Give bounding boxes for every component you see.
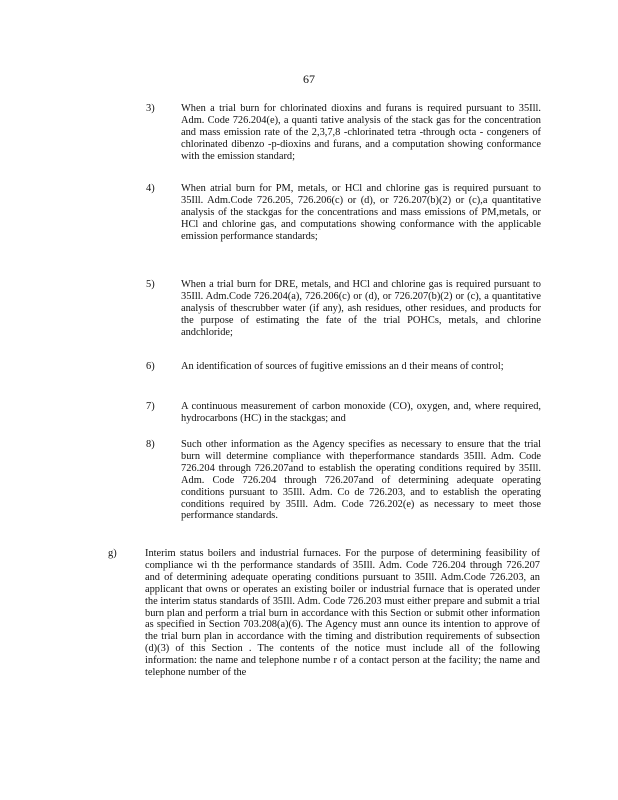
item-number: 6) <box>146 361 155 372</box>
item-number: 5) <box>146 279 155 290</box>
item-text: When a trial burn for DRE, metals, and HCl and chlorine gas is required pursuant to 35Ill. Adm.Code 726.204(a), 726.206(c) or (d), or 726.207(b)(2) or (c), a quantitative analysis of thescrubber water (if any), ash residues, other residues, and products for the purpose of estimating the fate of the trial POHCs, metals, and chlorine andchloride; <box>181 279 541 338</box>
item-number: 8) <box>146 439 155 450</box>
section-letter: g) <box>108 548 117 559</box>
item-text: An identification of sources of fugitive emissions an d their means of control; <box>181 361 504 372</box>
item-number: 4) <box>146 183 155 194</box>
item-number: 7) <box>146 401 155 412</box>
section-text: Interim status boilers and industrial furnaces. For the purpose of determining feasibility of compliance wi th the performance standards of 35Ill. Adm. Code 726.204 through 726.207 and of determining adequate operating conditions pursuant to 35Ill. Adm.Code 726.203, an applicant that owns or operates an existing boiler or industrial furnace that is operated under the interim status standards of 35Ill. Adm. Code 726.203 must either prepare and submit a trial burn plan and perform a trial burn in accordance with this Section or submit other information as specified in Section 703.208(a)(6). The Agency must ann ounce its intention to approve of the trial burn plan in accordance with the timing and distribution requirements of subsection (d)(3) of this Section . The contents of the notice must include all of the following information: the name and telephone numbe r of a contact person at the facility; the name and telephone number of the <box>145 548 540 679</box>
page-number: 67 <box>303 72 315 86</box>
item-text: When a trial burn for chlorinated dioxins and furans is required pursuant to 35Ill. Adm. Code 726.204(e), a quanti tative analysis of the stack gas for the concentration and mass emission rate of the 2,3,7,8 -chlorinated tetra -through octa - congeners of chlorinated dibenzo -p-dioxins and furans, and a computation showing conformance with the emission standard; <box>181 103 541 162</box>
item-number: 3) <box>146 103 155 114</box>
item-text: Such other information as the Agency specifies as necessary to ensure that the trial burn will determine compliance with theperformance standards 35Ill. Adm. Code 726.204 through 726.207and to establish the operating conditions required by 35Ill. Adm. Code 726.204 through 726.207and of determining adequate operating conditions pursuant to 35Ill. Adm. Co de 726.203, and to establish the operating conditions required by 35Ill. Adm. Code 726.202(e) as necessary to meet those performance standards. <box>181 439 541 522</box>
item-text: When atrial burn for PM, metals, or HCl and chlorine gas is required pursuant to 35Ill. Adm.Code 726.205, 726.206(c) or (d), or 726.207(b)(2) or (c),a quantitative analysis of the stackgas for the concentrations and mass emissions of PM,metals, or HCl and chlorine gas, and computations showing conformance with the applicable emission performance standards; <box>181 183 541 242</box>
item-text: A continuous measurement of carbon monoxide (CO), oxygen, and, where required, hydrocarbons (HC) in the stackgas; and <box>181 401 541 424</box>
